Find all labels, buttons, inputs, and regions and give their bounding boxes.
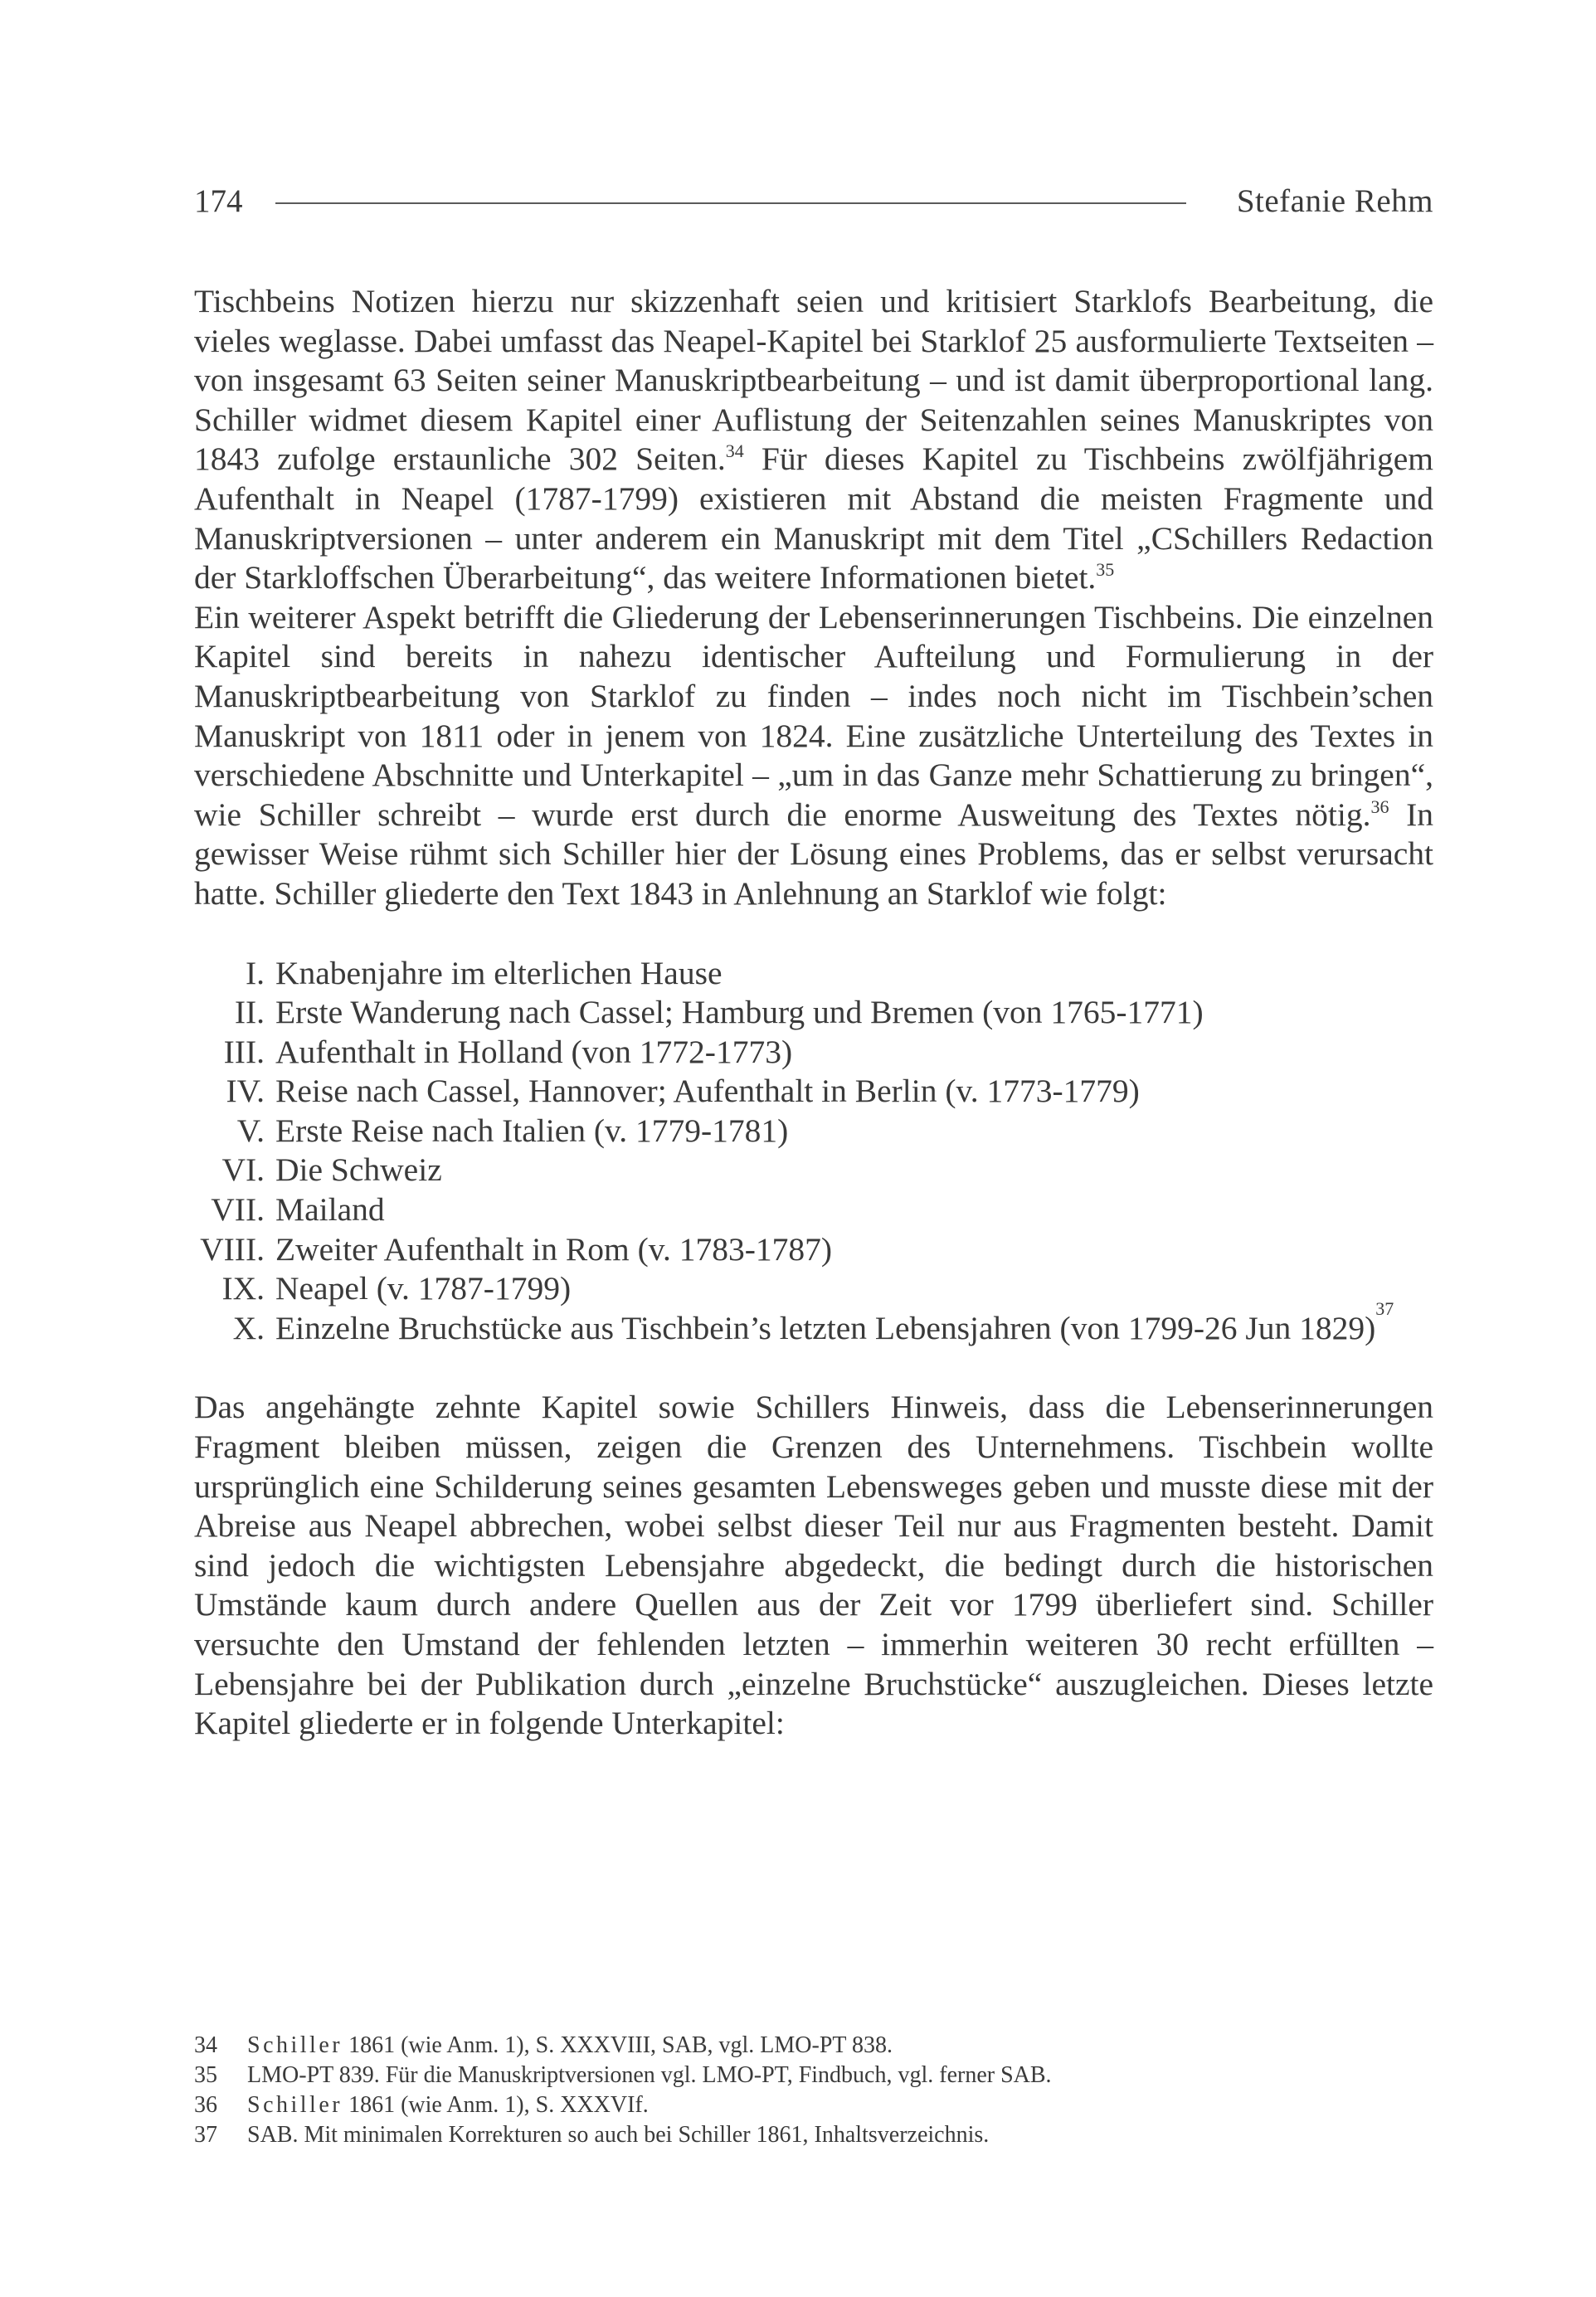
chapter-title: Die Schweiz bbox=[275, 1151, 442, 1189]
header-rule bbox=[275, 202, 1186, 204]
chapter-number: VIII. bbox=[200, 1230, 265, 1268]
chapter-title: Mailand bbox=[275, 1191, 385, 1229]
footnote-ref[interactable]: 35 bbox=[1096, 559, 1115, 581]
chapter-title: Knabenjahre im elterlichen Hause bbox=[275, 954, 723, 991]
page-number: 174 bbox=[194, 183, 243, 219]
footnote-number: 34 bbox=[194, 2032, 217, 2058]
chapter-item bbox=[194, 1072, 1433, 1112]
chapter-number: V. bbox=[236, 1112, 265, 1149]
chapter-number: VII. bbox=[211, 1191, 265, 1229]
chapter-item bbox=[194, 1297, 1433, 1349]
footnote-text bbox=[247, 2120, 989, 2150]
chapter-item bbox=[194, 1269, 1433, 1309]
footnote-ref[interactable]: 36 bbox=[1370, 796, 1389, 817]
chapter-item bbox=[194, 1112, 1433, 1151]
chapter-title: Zweiter Aufenthalt in Rom (v. 1783-1787) bbox=[275, 1230, 832, 1268]
chapter-number: IV. bbox=[226, 1073, 265, 1110]
paragraph bbox=[194, 282, 1433, 598]
running-head-author: Stefanie Rehm bbox=[1236, 183, 1433, 219]
footnote-text bbox=[247, 2031, 893, 2061]
chapter-number: II. bbox=[234, 994, 265, 1031]
chapter-number: IX. bbox=[221, 1270, 265, 1307]
footnote-body: LMO-PT 839. Für die Manuskriptversionen vgl. LMO-PT, Findbuch, vgl. ferner SAB. bbox=[247, 2062, 1052, 2088]
body-text bbox=[194, 282, 1433, 1744]
footnote bbox=[194, 2090, 1433, 2120]
chapter-number: III. bbox=[223, 1033, 265, 1070]
chapter-title: Erste Wanderung nach Cassel; Hamburg und Bremen (von 1765-1771) bbox=[275, 994, 1204, 1031]
footnote-ref[interactable]: 37 bbox=[1375, 1297, 1394, 1319]
footnote bbox=[194, 2120, 1433, 2150]
footnote-text bbox=[247, 2090, 649, 2120]
paragraph: Das angehängte zehnte Kapitel sowie Schillers Hinweis, dass die Lebenserinnerungen Fragment bleiben müssen, zeigen die Grenzen des Unternehmens. Tischbein wollte ursprünglich eine Schilderung seines gesamten Lebensweges geben und musste diese mit der Abreise aus Neapel abbrechen, wobei selbst dieser Teil nur aus Fragmenten besteht. Damit sind jedoch die wichtigsten Lebensjahre abgedeckt, die bedingt durch die historischen Umstände kaum durch andere Quellen aus der Zeit vor 1799 überliefert sind. Schiller versuchte den Umstand der fehlenden letzten – immerhin weiteren 30 recht erfüllten – Lebensjahre bei der Publikation durch „einzelne Bruchstücke“ auszugleichen. Dieses letzte Kapitel gliederte er in folgende Unterkapitel: bbox=[194, 1389, 1433, 1742]
chapter-title: Reise nach Cassel, Hannover; Aufenthalt in Berlin (v. 1773-1779) bbox=[275, 1073, 1140, 1110]
chapter-number: VI. bbox=[221, 1151, 265, 1189]
author-name: Schiller bbox=[247, 2092, 343, 2118]
paragraph-text: In gewisser Weise rühmt sich Schiller hier der Lösung eines Problems, das er selbst verursacht hatte. Schiller gliederte den Text 1843 in Anlehnung an Starklof wie folgt: bbox=[194, 796, 1434, 912]
footnote bbox=[194, 2031, 1433, 2061]
paragraph bbox=[194, 598, 1433, 914]
footnote-number: 35 bbox=[194, 2062, 217, 2088]
footnote-body: SAB. Mit minimalen Korrekturen so auch bei Schiller 1861, Inhaltsverzeichnis. bbox=[247, 2122, 990, 2148]
footnote-number: 36 bbox=[194, 2092, 217, 2118]
chapter-item bbox=[194, 1151, 1433, 1190]
chapter-number: X. bbox=[232, 1309, 265, 1346]
chapter-item bbox=[194, 993, 1433, 1033]
footnotes bbox=[194, 2031, 1433, 2150]
paragraph-text: Tischbeins Notizen hierzu nur skizzenhaft seien und kritisiert Starklofs Bearbeitung, die vieles weglasse. Dabei umfasst das Neapel-Kapitel bei Starklof 25 ausformulierte Textseiten – von insgesamt 63 Seiten seiner Manuskriptbearbeitung – und ist damit überproportional lang. Schiller widmet diesem Kapitel einer Auflistung der Seitenzahlen seines Manuskriptes von 1843 zufolge erstaunliche 302 Seiten. bbox=[194, 283, 1433, 478]
chapter-item bbox=[194, 1033, 1433, 1073]
footnote-ref[interactable]: 34 bbox=[725, 440, 744, 462]
chapter-item bbox=[194, 954, 1433, 994]
footnote-text bbox=[247, 2061, 1052, 2090]
chapter-number: I. bbox=[245, 954, 265, 991]
paragraph-text: Ein weiterer Aspekt betrifft die Gliederung der Lebenserinnerungen Tischbeins. Die einzelnen Kapitel sind bereits in nahezu identischer Aufteilung und Formulierung in der Manuskriptbearbeitung von Starklof zu finden – indes noch nicht im Tischbein’schen Manuskript von 1811 oder in jenem von 1824. Eine zusätzliche Unterteilung des Textes in verschiedene Abschnitte und Unterkapitel – „um in das Ganze mehr Schattierung zu bringen“, wie Schiller schreibt – wurde erst durch die enorme Ausweitung des Textes nötig. bbox=[194, 598, 1433, 833]
chapter-title: Erste Reise nach Italien (v. 1779-1781) bbox=[275, 1112, 789, 1149]
footnote-body: 1861 (wie Anm. 1), S. XXXVIf. bbox=[343, 2092, 649, 2118]
chapter-item bbox=[194, 1190, 1433, 1230]
chapter-title: Aufenthalt in Holland (von 1772-1773) bbox=[275, 1033, 793, 1070]
paragraph-text: Für dieses Kapitel zu Tischbeins zwölfjährigem Aufenthalt in Neapel (1787-1799) existieren mit Abstand die meisten Fragmente und Manuskriptversionen – unter anderem ein Manuskript mit dem Titel „CSchillers Redaction der Starkloffschen Überarbeitung“, das weitere Informationen bietet. bbox=[194, 440, 1433, 596]
author-name: Schiller bbox=[247, 2032, 343, 2058]
footnote bbox=[194, 2061, 1433, 2090]
chapter-list bbox=[194, 954, 1433, 1349]
footnote-number: 37 bbox=[194, 2122, 217, 2148]
chapter-title: Einzelne Bruchstücke aus Tischbein’s letzten Lebensjahren (von 1799-26 Jun 1829) bbox=[275, 1309, 1376, 1346]
chapter-item bbox=[194, 1230, 1433, 1270]
running-header bbox=[194, 181, 1433, 222]
chapter-title: Neapel (v. 1787-1799) bbox=[275, 1270, 572, 1307]
footnote-body: 1861 (wie Anm. 1), S. XXXVIII, SAB, vgl. LMO-PT 838. bbox=[343, 2032, 893, 2058]
